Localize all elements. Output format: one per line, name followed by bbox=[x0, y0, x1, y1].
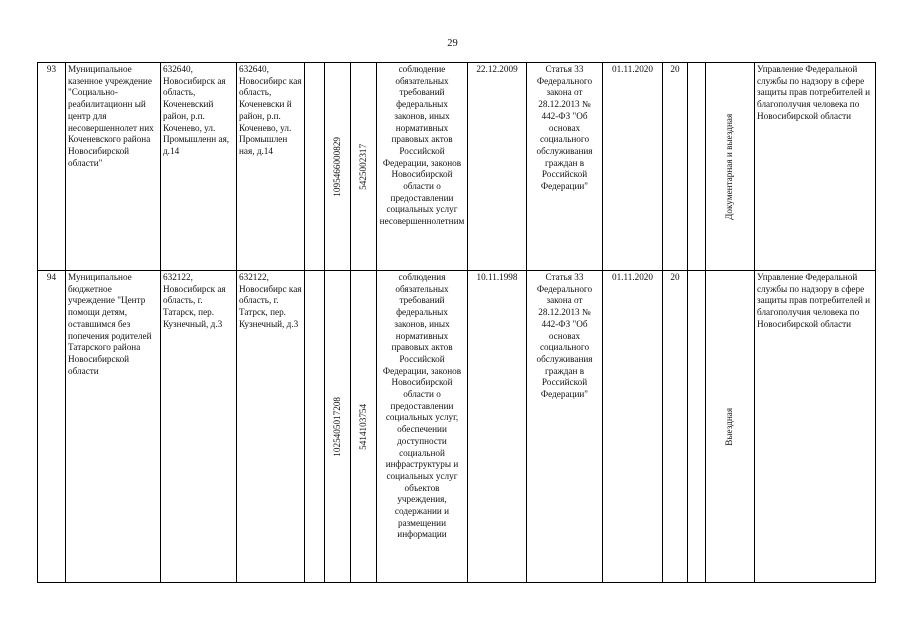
inn-cell bbox=[351, 271, 377, 583]
inn: 5414103754 bbox=[357, 403, 368, 450]
inspection-subject: соблюдение обязательных требований федеральных законов, иных нормативных правовых актов Российской Федерации, законов Новосибирской области о предоставлении социальных услуг несовершеннолетним bbox=[377, 63, 468, 271]
supervising-authority: Управление Федеральной службы по надзору в сфере защиты прав потребителей и благополучия человека по Новосибирской области bbox=[755, 63, 876, 271]
page-number: 29 bbox=[447, 38, 458, 49]
empty-cell bbox=[688, 63, 706, 271]
duration-days: 20 bbox=[663, 63, 688, 271]
registration-date: 22.12.2009 bbox=[468, 63, 527, 271]
legal-address: 632122, Новосибирск ая область, г. Татарск, пер. Кузнечный, д.3 bbox=[161, 271, 237, 583]
legal-address: 632640, Новосибирск ая область, Коченевский район, р.п. Коченево, ул. Промышленн ая, д.14 bbox=[161, 63, 237, 271]
inspection-form-cell bbox=[706, 63, 755, 271]
actual-address: 632640, Новосибирс кая область, Коченевски й район, р.п. Коченево, ул. Промышлен ная, д.14 bbox=[237, 63, 305, 271]
inspection-subject: соблюдения обязательных требований федеральных законов, иных нормативных правовых актов Российской Федерации, законов Новосибирской области о предоставлении социальных услуг, обеспечении доступности социальной инфраструктуры и социальных услуг объектов учреждения, содержании и размещении информации bbox=[377, 271, 468, 583]
empty-cell bbox=[688, 271, 706, 583]
inspection-plan-table bbox=[37, 62, 876, 583]
ogrn: 1025405017208 bbox=[331, 396, 342, 457]
ogrn: 1095466000829 bbox=[331, 136, 342, 197]
registration-date: 10.11.1998 bbox=[468, 271, 527, 583]
inspection-form: Документарная и выездная bbox=[724, 113, 735, 220]
inn-cell bbox=[351, 63, 377, 271]
inspection-form: Выездная bbox=[724, 407, 735, 446]
row-number: 93 bbox=[38, 63, 66, 271]
inspection-basis: Статья 33 Федерального закона от 28.12.2013 № 442-ФЗ "Об основах социального обслуживания граждан в Российской Федерации" bbox=[527, 63, 603, 271]
ogrn-cell bbox=[325, 63, 351, 271]
organization-name: Муниципальное бюджетное учреждение "Центр помощи детям, оставшимся без попечения родителей Татарского района Новосибирской области bbox=[66, 271, 161, 583]
inn: 5425002317 bbox=[357, 143, 368, 190]
inspection-basis: Статья 33 Федерального закона от 28.12.2013 № 442-ФЗ "Об основах социального обслуживания граждан в Российской Федерации" bbox=[527, 271, 603, 583]
start-date: 01.11.2020 bbox=[603, 271, 663, 583]
row-number: 94 bbox=[38, 271, 66, 583]
duration-days: 20 bbox=[663, 271, 688, 583]
empty-cell bbox=[305, 63, 325, 271]
inspection-form-cell bbox=[706, 271, 755, 583]
organization-name: Муниципальное казенное учреждение "Социально-реабилитационн ый центр для несовершеннолет них Коченевского района Новосибирской области" bbox=[66, 63, 161, 271]
actual-address: 632122, Новосибирс кая область, г. Татрск, пер. Кузнечный, д.3 bbox=[237, 271, 305, 583]
ogrn-cell bbox=[325, 271, 351, 583]
empty-cell bbox=[305, 271, 325, 583]
supervising-authority: Управление Федеральной службы по надзору в сфере защиты прав потребителей и благополучия человека по Новосибирской области bbox=[755, 271, 876, 583]
start-date: 01.11.2020 bbox=[603, 63, 663, 271]
table-row bbox=[38, 271, 876, 583]
table-row bbox=[38, 63, 876, 271]
